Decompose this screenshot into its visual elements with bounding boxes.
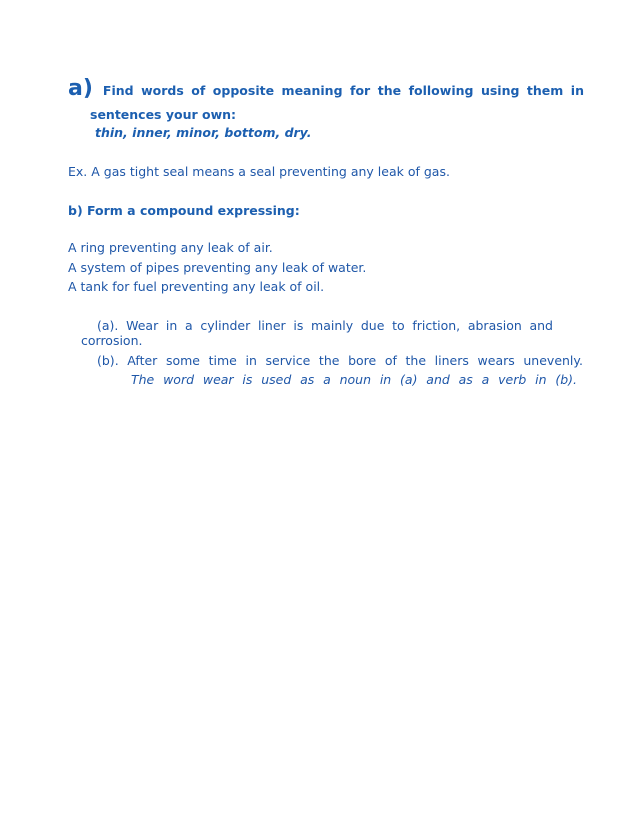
section-a-heading bbox=[68, 76, 584, 101]
wear-note-a-line2: corrosion. bbox=[81, 333, 143, 348]
section-b-item: A ring preventing any leak of air. bbox=[68, 240, 273, 255]
section-b-heading: b) Form a compound expressing: bbox=[68, 203, 300, 218]
wear-note-a-line1: (a). Wear in a cylinder liner is mainly due to friction, abrasion and bbox=[97, 318, 553, 333]
word-list-text: thin, inner, minor, bottom, dry bbox=[95, 125, 307, 140]
word-list-end: . bbox=[306, 125, 312, 140]
section-b-item: A tank for fuel preventing any leak of oil. bbox=[68, 279, 325, 294]
section-a-heading-line1: Find words of opposite meaning for the following using them in bbox=[102, 83, 584, 98]
section-a-word-list bbox=[95, 125, 311, 141]
section-a-marker: a) bbox=[68, 76, 93, 101]
section-a-heading-line2: sentences your own: bbox=[90, 107, 237, 122]
wear-note-b-line: (b). After some time in service the bore of the liners wears unevenly. bbox=[97, 353, 583, 368]
section-b-item: A system of pipes preventing any leak of water. bbox=[68, 260, 367, 275]
wear-note-conclusion: The word wear is used as a noun in (a) and as a verb in (b). bbox=[131, 372, 577, 387]
example-sentence: Ex. A gas tight seal means a seal preventing any leak of gas. bbox=[68, 164, 450, 179]
